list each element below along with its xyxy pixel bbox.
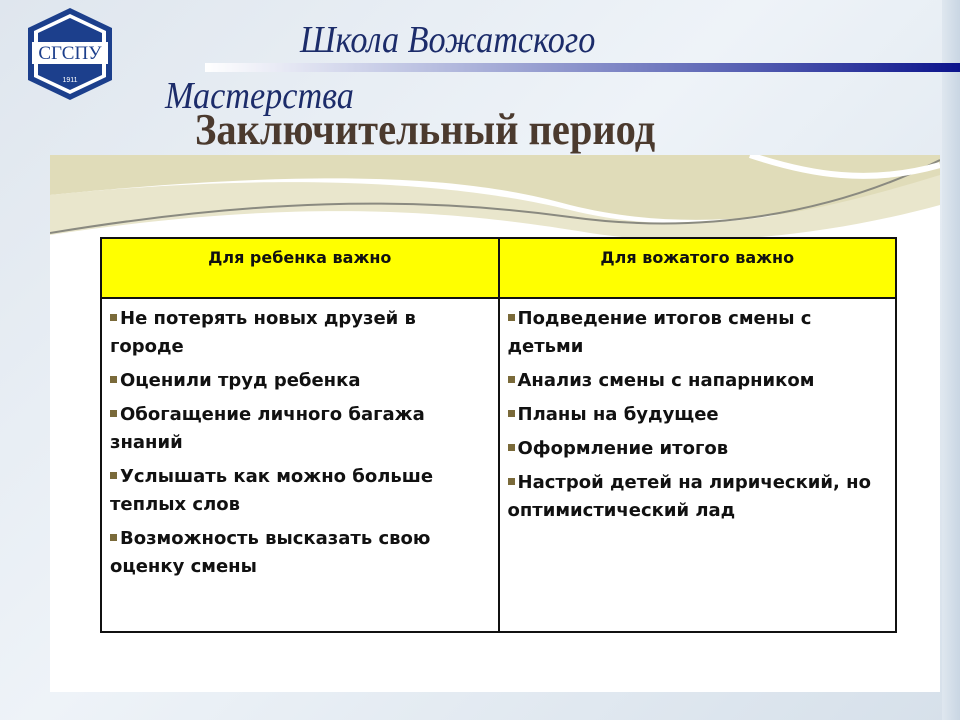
child-column [101, 298, 499, 632]
university-logo [24, 6, 116, 102]
list-item: Не потерять новых друзей в городе [110, 305, 490, 361]
list-item: Возможность высказать свою оценку смены [110, 525, 490, 581]
svg-text:СГСПУ: СГСПУ [38, 43, 102, 64]
list-item: Анализ смены с напарником [508, 367, 888, 395]
list-item: Услышать как можно больше теплых слов [110, 463, 490, 519]
decorative-wave [50, 155, 940, 245]
right-edge-stripe [942, 0, 960, 720]
slide-title: Заключительный период [195, 105, 656, 154]
list-item: Подведение итогов смены с детьми [508, 305, 888, 361]
list-item: Настрой детей на лирический, но оптимистический лад [508, 469, 888, 525]
list-item: Оформление итогов [508, 435, 888, 463]
column-header-counselor: Для вожатого важно [499, 238, 897, 298]
list-item: Планы на будущее [508, 401, 888, 429]
svg-text:1911: 1911 [62, 77, 78, 84]
list-item: Обогащение личного багажа знаний [110, 401, 490, 457]
list-item: Оценили труд ребенка [110, 367, 490, 395]
column-header-child: Для ребенка важно [101, 238, 499, 298]
header-line1: Школа Вожатского [300, 19, 596, 61]
header-line2: Мастерства [165, 75, 354, 117]
header-gradient-bar [205, 63, 960, 72]
comparison-table [100, 237, 897, 633]
counselor-column [499, 298, 897, 632]
